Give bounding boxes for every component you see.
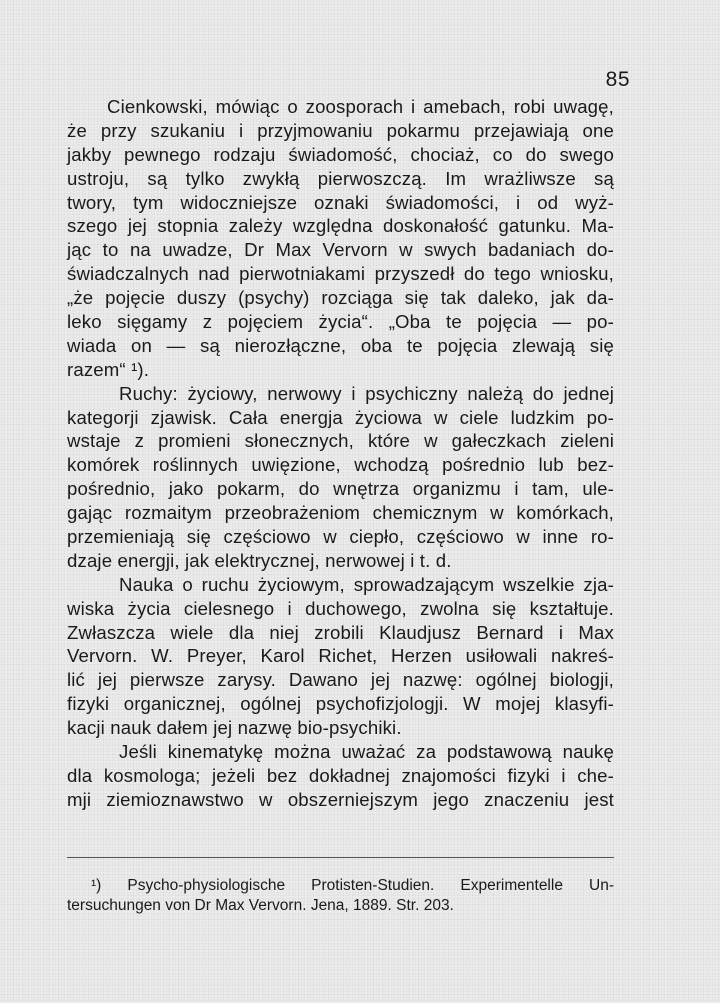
text-line: kacji nauk dałem jej nazwę bio-psychiki. [67, 717, 402, 739]
text-line: kategorji zjawisk. Cała energja życiowa w ciele ludzkim po- [67, 406, 614, 428]
text-line: że przy szukaniu i przyjmowaniu pokarmu przejawiają one [67, 119, 614, 141]
text-line: Zwłaszcza wiele dla niej zrobili Klaudjusz Bernard i Max [67, 621, 614, 643]
text-line: Vervorn. W. Preyer, Karol Richet, Herzen usiłowali nakreś- [67, 645, 614, 667]
text-line: Cienkowski, mówiąc o zoosporach i amebach, robi uwagę, [107, 96, 614, 117]
text-line: dla kosmologa; jeżeli bez dokładnej znajomości fizyki i che- [67, 764, 614, 786]
text-line: leko sięgamy z pojęciem życia“. „Oba te pojęcia — po- [67, 311, 614, 333]
text-line: Nauka o ruchu życiowym, sprowadzającym wszelkie zja- [119, 573, 614, 595]
text-line: razem“ ¹). [67, 358, 150, 380]
footnote-line: tersuchungen von Dr Max Vervorn. Jena, 1889. Str. 203. [67, 897, 454, 914]
text-line: „że pojęcie duszy (psychy) rozciąga się tak daleko, jak da- [67, 287, 614, 309]
text-line: mji ziemioznawstwo w obszerniejszym jego znaczeniu jest [67, 788, 614, 810]
text-line: Ruchy: życiowy, nerwowy i psychiczny należą do jednej [119, 382, 614, 404]
text-line: wstaje z promieni słonecznych, które w gałeczkach zieleni [67, 430, 614, 452]
page-number: 85 [605, 68, 630, 91]
body-text [67, 95, 614, 812]
text-line: wiska życia cielesnego i duchowego, zwolna się kształtuje. [67, 597, 614, 619]
text-line: ustroju, są tylko zwykłą pierwoszczą. Im wrażliwsze są [67, 167, 614, 189]
footnote [67, 876, 614, 916]
text-line: jąc to na uwadze, Dr Max Vervorn w swych badaniach do- [67, 239, 614, 261]
text-line: lić jej pierwsze zarysy. Dawano jej nazwę: ogólnej biologji, [67, 669, 614, 691]
text-line: fizyki organicznej, ogólnej psychofizjologji. W mojej klasyfi- [67, 693, 614, 715]
text-line: twory, tym widoczniejsze oznaki świadomości, i od wyż- [67, 191, 614, 213]
text-line: pośrednio, jako pokarm, do wnętrza organizmu i tam, ule- [67, 478, 614, 500]
text-line: jakby pewnego rodzaju świadomość, chociaż, co do swego [67, 143, 614, 165]
text-line: Jeśli kinematykę można uważać za podstawową naukę [119, 741, 614, 763]
text-line: dzaje energji, jak elektrycznej, nerwowej i t. d. [67, 549, 452, 571]
text-line: przemieniają się częściowo w ciepło, częściowo w inne ro- [67, 526, 614, 548]
footnote-divider [67, 857, 614, 858]
text-line: wiada on — są nierozłączne, oba te pojęcia zlewają się [67, 334, 614, 356]
text-line: gając rozmaitym przeobrażeniom chemicznym w komórkach, [67, 502, 614, 524]
text-line: szego jej stopnia zależy względna doskonałość gatunku. Ma- [67, 215, 614, 237]
text-line: komórek roślinnych uwięzione, wchodzą pośrednio lub bez- [67, 454, 614, 476]
text-line: świadczalnych nad pierwotniakami przyszedł do tego wniosku, [67, 263, 614, 285]
footnote-line: ¹) Psycho-physiologische Protisten-Studien. Experimentelle Un- [91, 877, 614, 894]
